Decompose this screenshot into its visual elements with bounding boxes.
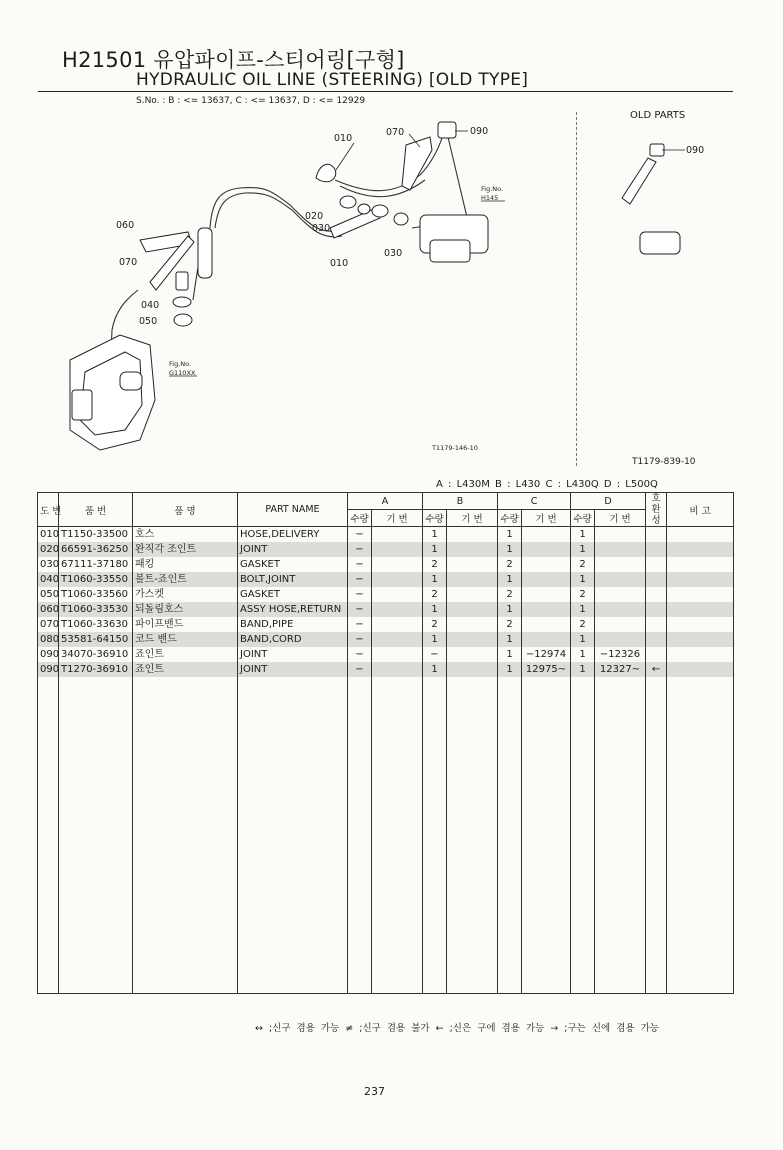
model-a-serial	[372, 557, 423, 572]
col-header-d-qty: 수량	[571, 510, 595, 527]
table-row	[38, 572, 734, 587]
model-d-serial	[595, 587, 646, 602]
table-row	[38, 632, 734, 647]
col-header-c-serial: 기 번	[522, 510, 571, 527]
part-name-kr: 패킹	[133, 557, 238, 572]
ref-no: 030	[38, 557, 59, 572]
part-name-en: BOLT,JOINT	[238, 572, 348, 587]
col-header-b-serial: 기 번	[447, 510, 498, 527]
callout-040: 040	[141, 300, 160, 311]
model-d-serial	[595, 602, 646, 617]
remarks	[667, 527, 734, 543]
remarks	[667, 617, 734, 632]
part-name-en: BAND,CORD	[238, 632, 348, 647]
remarks	[667, 542, 734, 557]
part-name-kr: 호스	[133, 527, 238, 543]
model-a-serial	[372, 527, 423, 543]
model-c-qty: 1	[498, 572, 522, 587]
callout-020: 020	[305, 211, 324, 222]
ref-no: 080	[38, 632, 59, 647]
model-a-serial	[372, 632, 423, 647]
model-c-qty: 1	[498, 662, 522, 677]
model-b-qty: 2	[423, 617, 447, 632]
col-header-remarks: 비 고	[667, 493, 734, 527]
model-d-qty: 1	[571, 602, 595, 617]
model-c-serial	[522, 617, 571, 632]
part-name-kr: 볼트-죠인트	[133, 572, 238, 587]
part-name-en: GASKET	[238, 557, 348, 572]
model-c-serial	[522, 572, 571, 587]
part-number: 66591-36250	[59, 542, 133, 557]
model-d-serial	[595, 527, 646, 543]
part-name-en: HOSE,DELIVERY	[238, 527, 348, 543]
ref-no: 010	[38, 527, 59, 543]
model-b-qty: 2	[423, 557, 447, 572]
model-a-qty: −	[348, 617, 372, 632]
model-c-serial	[522, 632, 571, 647]
fig-ref-h145: H145	[481, 194, 499, 202]
part-number: T1060-33560	[59, 587, 133, 602]
interchange-legend: ↔ ;신구 겸용 가능 ≠ ;신구 겸용 불가 ← ;신은 구에 겸용 가능 → ;구는 신에 겸용 가능	[255, 1023, 659, 1034]
remarks	[667, 572, 734, 587]
page-code-title: H21501 유압파이프-스티어링[구형]	[62, 48, 405, 72]
ref-no: 070	[38, 617, 59, 632]
table-row	[38, 662, 734, 677]
part-number: 34070-36910	[59, 647, 133, 662]
model-a-serial	[372, 617, 423, 632]
interchange	[646, 572, 667, 587]
ref-no: 020	[38, 542, 59, 557]
interchange	[646, 542, 667, 557]
model-c-serial	[522, 557, 571, 572]
model-d-qty: 2	[571, 617, 595, 632]
model-d-serial	[595, 542, 646, 557]
model-a-serial	[372, 542, 423, 557]
part-number: T1060-33630	[59, 617, 133, 632]
model-c-qty: 1	[498, 602, 522, 617]
fig-ref-g110-label: Fig.No.	[169, 360, 192, 368]
table-empty-space	[38, 677, 734, 994]
part-number: 67111-37180	[59, 557, 133, 572]
model-legend: A : L430M B : L430 C : L430Q D : L500Q	[436, 479, 658, 490]
part-name-en: JOINT	[238, 647, 348, 662]
interchange: ←	[646, 662, 667, 677]
model-a-serial	[372, 572, 423, 587]
col-header-name-kr: 품 명	[133, 493, 238, 527]
model-a-qty: −	[348, 587, 372, 602]
model-b-serial	[447, 602, 498, 617]
remarks	[667, 557, 734, 572]
part-name-kr: 완직각 조인트	[133, 542, 238, 557]
col-header-c-qty: 수량	[498, 510, 522, 527]
ref-no: 090	[38, 662, 59, 677]
table-row	[38, 527, 734, 543]
part-name-en: JOINT	[238, 542, 348, 557]
part-name-en: ASSY HOSE,RETURN	[238, 602, 348, 617]
part-name-en: GASKET	[238, 587, 348, 602]
model-c-serial	[522, 602, 571, 617]
col-header-b-qty: 수량	[423, 510, 447, 527]
model-c-serial	[522, 542, 571, 557]
col-header-a-qty: 수량	[348, 510, 372, 527]
interchange	[646, 587, 667, 602]
col-header-a-serial: 기 번	[372, 510, 423, 527]
fig-ref-g110: G110XX	[169, 369, 196, 377]
remarks	[667, 587, 734, 602]
part-number: 53581-64150	[59, 632, 133, 647]
model-c-qty: 2	[498, 587, 522, 602]
model-d-serial	[595, 632, 646, 647]
model-c-qty: 2	[498, 617, 522, 632]
model-c-serial: −12974	[522, 647, 571, 662]
model-b-qty: 1	[423, 632, 447, 647]
model-a-qty: −	[348, 602, 372, 617]
model-a-qty: −	[348, 527, 372, 543]
callout-090-top: 090	[470, 126, 489, 137]
ref-no: 040	[38, 572, 59, 587]
interchange	[646, 647, 667, 662]
interchange	[646, 602, 667, 617]
drawing-code: T1179-146-10	[432, 444, 478, 452]
col-header-interchange: 호 환 성	[646, 493, 667, 527]
model-d-qty: 1	[571, 542, 595, 557]
model-b-serial	[447, 527, 498, 543]
parts-table	[37, 492, 734, 994]
part-name-en: JOINT	[238, 662, 348, 677]
model-b-serial	[447, 632, 498, 647]
callout-050: 050	[139, 316, 158, 327]
callout-030-right: 030	[384, 248, 403, 259]
page-english-title: HYDRAULIC OIL LINE (STEERING) [OLD TYPE]	[136, 70, 529, 90]
col-header-no: 도 번	[38, 493, 59, 527]
part-name-kr: 가스켓	[133, 587, 238, 602]
model-c-qty: 2	[498, 557, 522, 572]
model-a-qty: −	[348, 542, 372, 557]
callout-010: 010	[330, 258, 349, 269]
model-a-qty: −	[348, 647, 372, 662]
part-name-en: BAND,PIPE	[238, 617, 348, 632]
ref-no: 060	[38, 602, 59, 617]
exploded-parts-diagram	[0, 0, 783, 480]
interchange	[646, 557, 667, 572]
part-number: T1060-33530	[59, 602, 133, 617]
model-d-qty: 1	[571, 632, 595, 647]
col-header-part-no: 품 번	[59, 493, 133, 527]
col-header-model-a: A	[348, 493, 423, 510]
part-name-kr: 파이프밴드	[133, 617, 238, 632]
fig-ref-h145-label: Fig.No.	[481, 185, 504, 193]
model-a-qty: −	[348, 632, 372, 647]
model-a-serial	[372, 587, 423, 602]
part-name-kr: 코드 밴드	[133, 632, 238, 647]
page-number: 237	[364, 1085, 385, 1098]
part-name-kr: 죠인트	[133, 662, 238, 677]
model-c-qty: 1	[498, 647, 522, 662]
callout-030-left: 030	[312, 223, 331, 234]
part-name-kr: 되돌림호스	[133, 602, 238, 617]
model-b-qty: 1	[423, 542, 447, 557]
model-c-qty: 1	[498, 527, 522, 543]
table-row	[38, 557, 734, 572]
model-b-qty: 1	[423, 662, 447, 677]
model-d-qty: 2	[571, 557, 595, 572]
table-row	[38, 647, 734, 662]
model-b-qty: 1	[423, 602, 447, 617]
ref-no: 090	[38, 647, 59, 662]
model-d-qty: 2	[571, 587, 595, 602]
col-header-model-c: C	[498, 493, 571, 510]
model-b-qty: 1	[423, 572, 447, 587]
model-b-serial	[447, 647, 498, 662]
model-a-serial	[372, 662, 423, 677]
model-a-qty: −	[348, 572, 372, 587]
callout-070-left: 070	[119, 257, 138, 268]
model-d-qty: 1	[571, 572, 595, 587]
remarks	[667, 632, 734, 647]
model-b-qty: 2	[423, 587, 447, 602]
interchange	[646, 632, 667, 647]
model-b-qty: 1	[423, 527, 447, 543]
model-c-serial: 12975~	[522, 662, 571, 677]
model-c-serial	[522, 527, 571, 543]
remarks	[667, 602, 734, 617]
model-a-qty: −	[348, 662, 372, 677]
model-d-serial	[595, 557, 646, 572]
model-d-qty: 1	[571, 527, 595, 543]
model-b-serial	[447, 617, 498, 632]
model-d-serial: 12327~	[595, 662, 646, 677]
model-a-serial	[372, 647, 423, 662]
model-d-serial	[595, 617, 646, 632]
old-parts-divider	[576, 112, 577, 466]
model-d-serial	[595, 572, 646, 587]
model-c-serial	[522, 587, 571, 602]
callout-080: 010	[334, 133, 353, 144]
part-number: T1060-33550	[59, 572, 133, 587]
old-parts-title: OLD PARTS	[630, 110, 686, 121]
model-d-serial: −12326	[595, 647, 646, 662]
model-b-qty: −	[423, 647, 447, 662]
model-b-serial	[447, 542, 498, 557]
serial-range: S.No. : B : <= 13637, C : <= 13637, D : <= 12929	[136, 96, 366, 106]
col-header-part-name: PART NAME	[238, 493, 348, 527]
interchange	[646, 617, 667, 632]
ref-no: 050	[38, 587, 59, 602]
part-number: T1270-36910	[59, 662, 133, 677]
model-d-qty: 1	[571, 647, 595, 662]
part-name-kr: 죠인트	[133, 647, 238, 662]
col-header-d-serial: 기 번	[595, 510, 646, 527]
table-row	[38, 617, 734, 632]
model-c-qty: 1	[498, 542, 522, 557]
table-row	[38, 602, 734, 617]
model-b-serial	[447, 572, 498, 587]
model-b-serial	[447, 557, 498, 572]
interchange	[646, 527, 667, 543]
col-header-model-d: D	[571, 493, 646, 510]
remarks	[667, 647, 734, 662]
table-row	[38, 542, 734, 557]
part-number: T1150-33500	[59, 527, 133, 543]
model-b-serial	[447, 662, 498, 677]
remarks	[667, 662, 734, 677]
col-header-model-b: B	[423, 493, 498, 510]
model-b-serial	[447, 587, 498, 602]
model-a-qty: −	[348, 557, 372, 572]
old-parts-drawing-code: T1179-839-10	[632, 457, 696, 467]
model-d-qty: 1	[571, 662, 595, 677]
callout-070-top: 070	[386, 127, 405, 138]
callout-060: 060	[116, 220, 135, 231]
table-row	[38, 587, 734, 602]
old-parts-callout-090: 090	[686, 145, 705, 156]
model-a-serial	[372, 602, 423, 617]
model-c-qty: 1	[498, 632, 522, 647]
